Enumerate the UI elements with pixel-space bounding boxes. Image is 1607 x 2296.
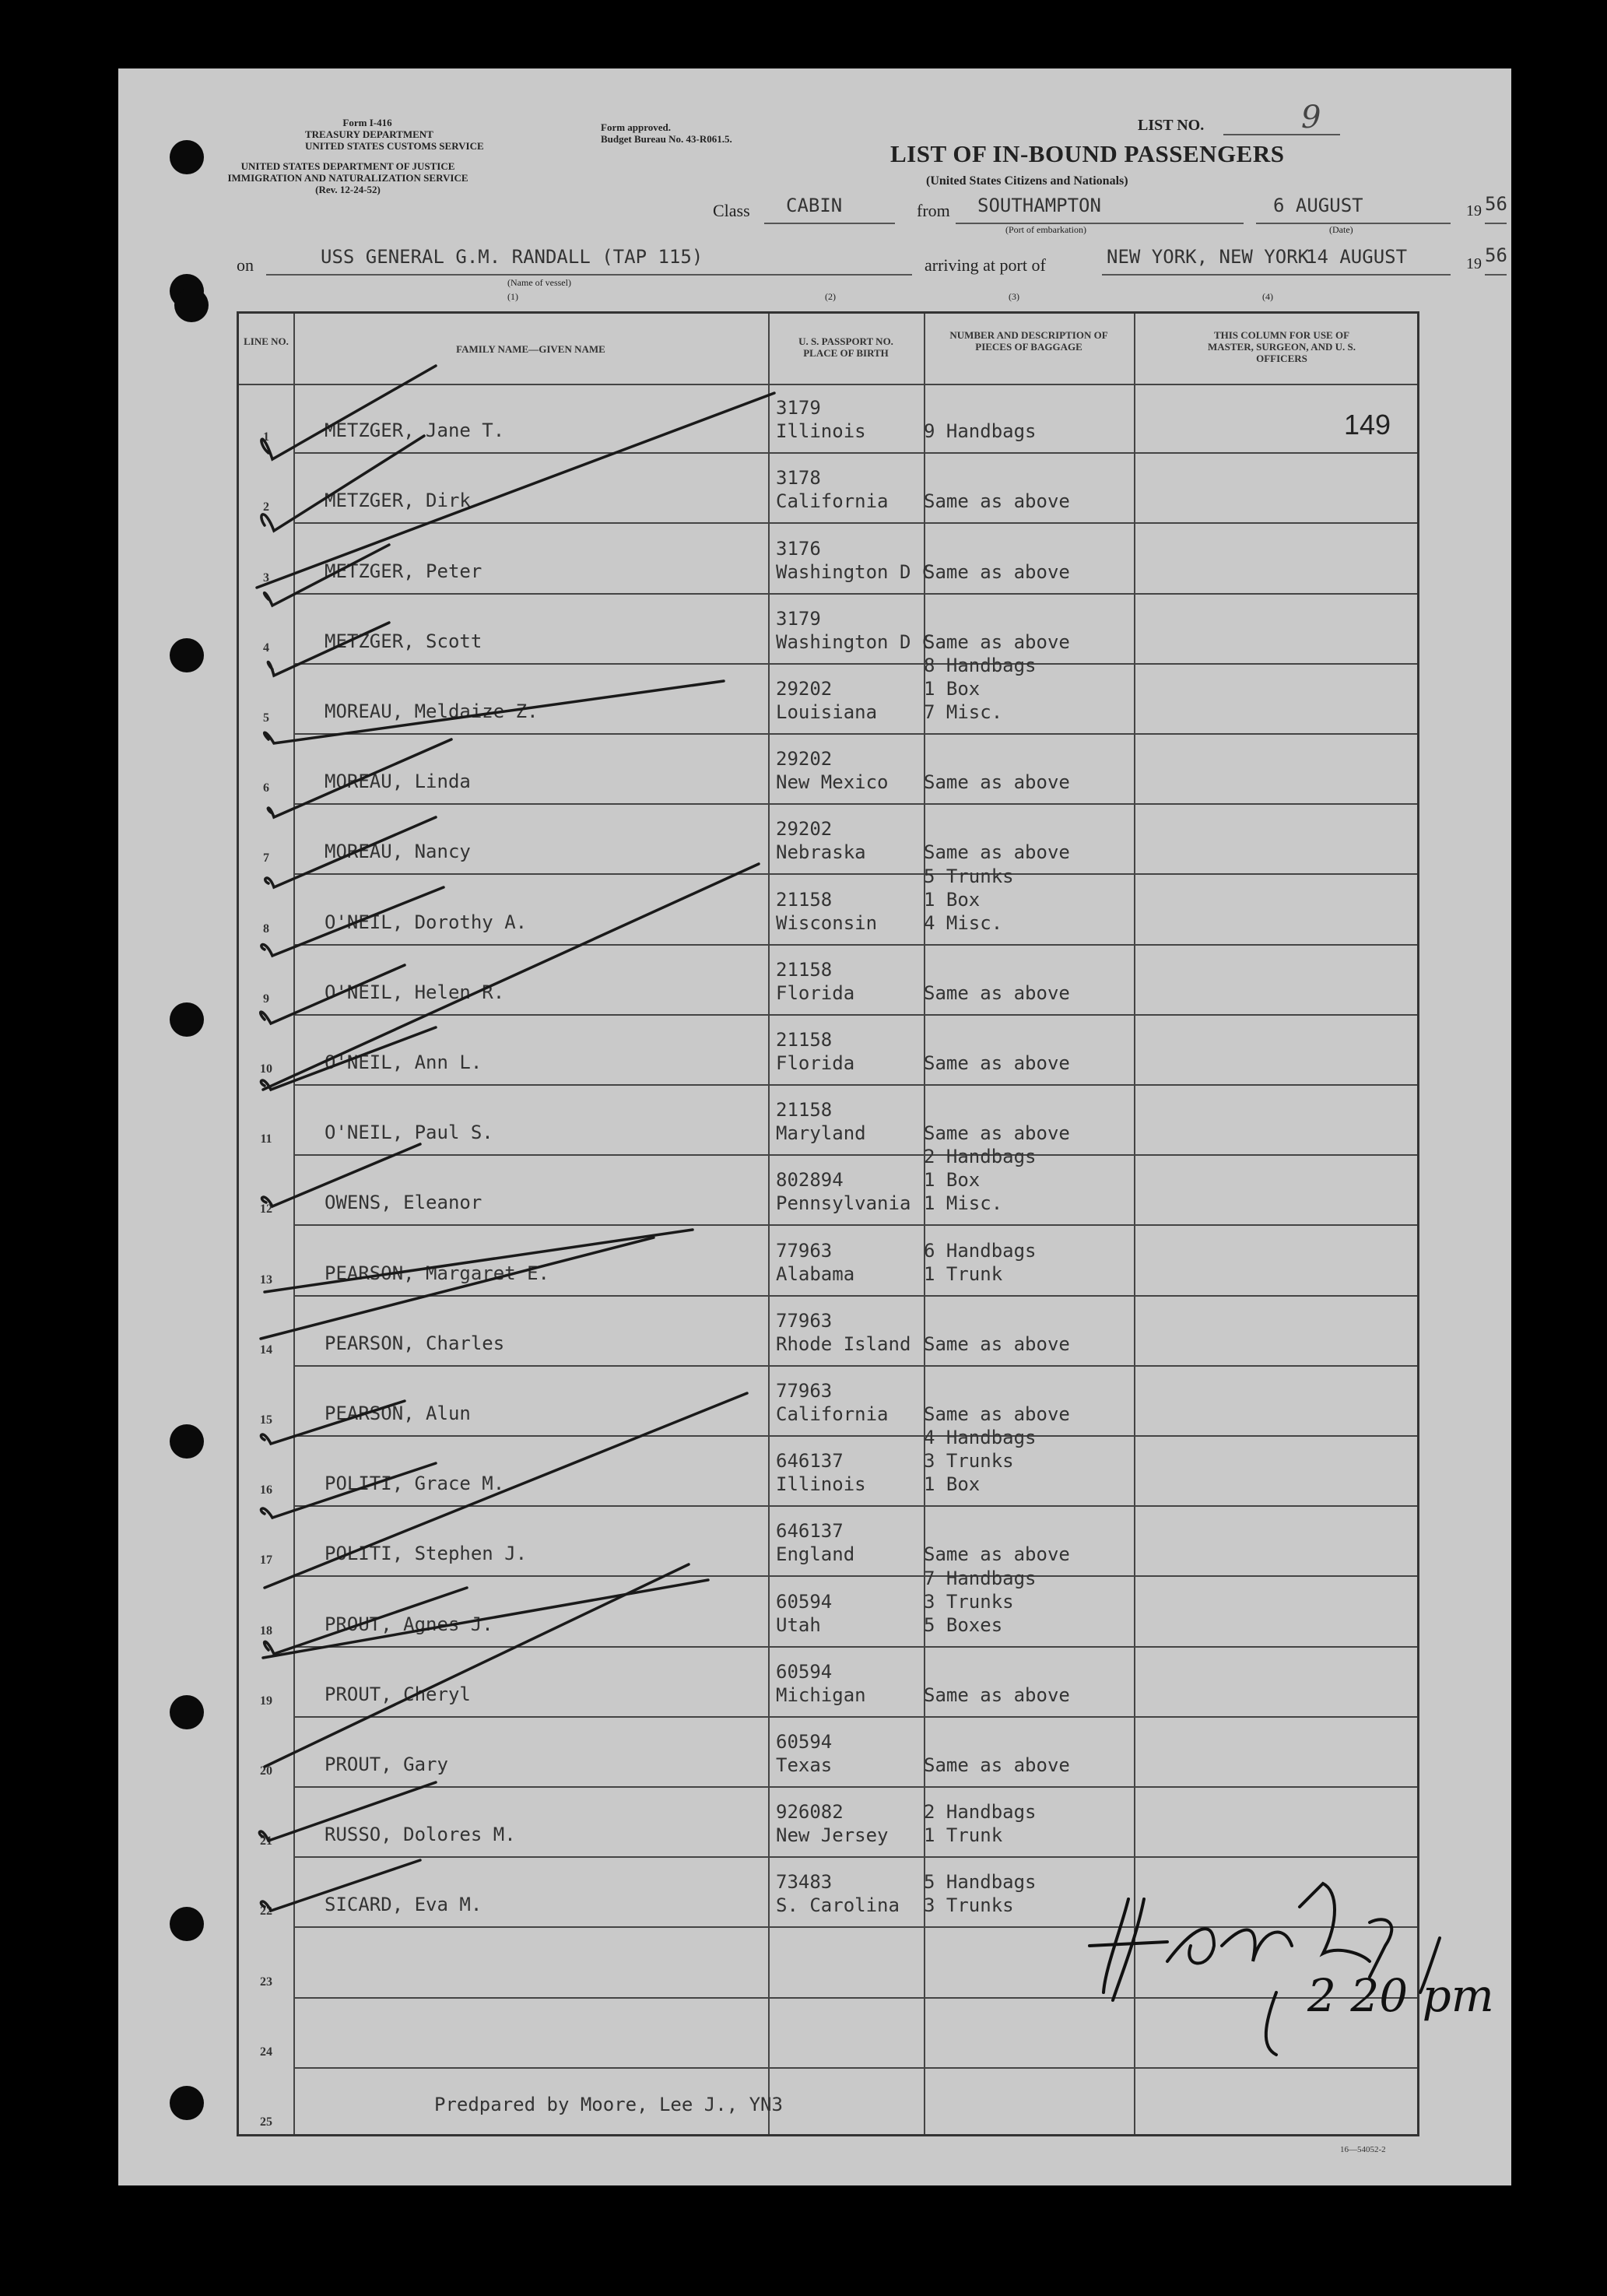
- passenger-name: O'NEIL, Paul S.: [325, 1122, 493, 1144]
- form-title: LIST OF IN-BOUND PASSENGERS: [890, 140, 1285, 167]
- passport-number: 60594: [776, 1590, 833, 1613]
- col-header-passport: U. S. PASSPORT NO. PLACE OF BIRTH: [798, 335, 893, 359]
- place-of-birth: Illinois: [776, 1473, 866, 1496]
- place-of-birth: Texas: [776, 1754, 833, 1776]
- passenger-name: O'NEIL, Helen R.: [325, 981, 505, 1003]
- date-value: 6 AUGUST: [1273, 195, 1363, 216]
- line-number: 13: [260, 1273, 272, 1287]
- from-value: SOUTHAMPTON: [977, 195, 1101, 216]
- year-prefix-2: 19: [1466, 255, 1482, 272]
- passport-number: 21158: [776, 958, 833, 981]
- line-number: 20: [260, 1764, 272, 1778]
- passenger-name: PROUT, Agnes J.: [325, 1613, 493, 1635]
- passenger-name: METZGER, Jane T.: [325, 420, 505, 442]
- baggage-item: Same as above: [924, 1683, 1070, 1706]
- place-of-birth: Michigan: [776, 1683, 866, 1706]
- passport-number: 73483: [776, 1871, 833, 1894]
- baggage-item: 5 Boxes: [924, 1613, 1003, 1636]
- check-mark: [268, 623, 389, 676]
- form-id: Form I-416: [342, 117, 392, 128]
- form-subtitle: (United States Citizens and Nationals): [926, 174, 1128, 188]
- passenger-name: METZGER, Peter: [325, 560, 482, 582]
- line-number: 5: [263, 711, 269, 725]
- passport-number: 802894: [776, 1169, 844, 1192]
- passport-number: 77963: [776, 1309, 833, 1332]
- passport-number: 60594: [776, 1660, 833, 1683]
- check-mark: [261, 1463, 436, 1518]
- passport-number: 3179: [776, 607, 821, 630]
- arrival-port: NEW YORK, NEW YORK: [1107, 246, 1310, 268]
- line-number: 2: [263, 500, 269, 514]
- check-mark: [261, 1860, 420, 1911]
- check-mark: [262, 1144, 420, 1206]
- date-caption: (Date): [1329, 224, 1353, 235]
- place-of-birth: Pennsylvania: [776, 1192, 911, 1215]
- baggage-item: Same as above: [924, 1122, 1070, 1145]
- baggage-item: 1 Box: [924, 888, 981, 911]
- signature: [1082, 1907, 1283, 1938]
- col-header-baggage: NUMBER AND DESCRIPTION OF PIECES OF BAGGAGE: [949, 329, 1108, 353]
- baggage-item: 7 Misc.: [924, 701, 1003, 723]
- line-number: 11: [260, 1132, 272, 1146]
- line-number: 24: [260, 2045, 272, 2059]
- check-mark: [263, 864, 759, 1090]
- place-of-birth: Illinois: [776, 420, 866, 443]
- baggage-item: 6 Handbags: [924, 1239, 1037, 1262]
- class-value: CABIN: [786, 195, 843, 216]
- line-number: 1: [263, 430, 269, 444]
- line-number: 8: [263, 922, 269, 936]
- place-of-birth: Rhode Island: [776, 1332, 911, 1355]
- passport-number: 60594: [776, 1730, 833, 1753]
- place-of-birth: New Mexico: [776, 771, 889, 794]
- passenger-name: MOREAU, Linda: [325, 771, 471, 793]
- passenger-name: PEARSON, Margaret E.: [325, 1262, 549, 1284]
- passenger-name: MOREAU, Meldaize Z.: [325, 700, 539, 722]
- check-mark: [265, 1588, 467, 1654]
- arriving-label: arriving at port of: [925, 255, 1046, 275]
- passenger-name: O'NEIL, Dorothy A.: [325, 911, 528, 933]
- baggage-item: Same as above: [924, 981, 1070, 1004]
- passenger-name: METZGER, Scott: [325, 630, 482, 652]
- check-mark: [263, 1580, 708, 1658]
- class-label: Class: [713, 201, 750, 220]
- check-mark: [261, 1401, 405, 1444]
- passport-number: 926082: [776, 1801, 844, 1824]
- check-mark: [265, 817, 436, 887]
- line-number: 12: [260, 1202, 272, 1216]
- line-number: 23: [260, 1975, 272, 1989]
- baggage-item: 9 Handbags: [924, 420, 1037, 443]
- passport-number: 21158: [776, 1099, 833, 1122]
- baggage-item: Same as above: [924, 490, 1070, 513]
- check-mark: [261, 1027, 436, 1090]
- dept1: TREASURY DEPARTMENT: [305, 128, 433, 140]
- place-of-birth: Wisconsin: [776, 911, 878, 934]
- passenger-name: MOREAU, Nancy: [325, 841, 471, 863]
- baggage-item: Same as above: [924, 1543, 1070, 1566]
- place-of-birth: Alabama: [776, 1262, 855, 1285]
- line-number: 19: [260, 1694, 272, 1708]
- baggage-item: 1 Box: [924, 1169, 981, 1192]
- baggage-item: 4 Misc.: [924, 911, 1003, 934]
- check-mark: [261, 887, 444, 956]
- check-mark: [259, 1782, 436, 1841]
- line-number: 21: [260, 1834, 272, 1848]
- place-of-birth: England: [776, 1543, 855, 1566]
- baggage-item: Same as above: [924, 560, 1070, 583]
- place-of-birth: Florida: [776, 1051, 855, 1074]
- passport-number: 21158: [776, 888, 833, 911]
- baggage-item: 1 Box: [924, 678, 981, 700]
- baggage-item: Same as above: [924, 1051, 1070, 1074]
- col-num-3: (3): [1009, 291, 1019, 302]
- place-of-birth: California: [776, 1403, 889, 1425]
- dept2: UNITED STATES DEPARTMENT OF JUSTICE: [240, 160, 455, 172]
- line-number: 14: [260, 1343, 272, 1357]
- place-of-birth: Washington D C: [776, 560, 934, 583]
- budget-number: Budget Bureau No. 43-R061.5.: [601, 133, 732, 145]
- line-number: 25: [260, 2115, 272, 2129]
- line-number: 3: [263, 570, 269, 585]
- baggage-item: Same as above: [924, 630, 1070, 653]
- passport-number: 29202: [776, 818, 833, 841]
- baggage-item: Same as above: [924, 1403, 1070, 1425]
- list-no-value: 9: [1301, 100, 1321, 135]
- passenger-name: OWENS, Eleanor: [325, 1192, 482, 1214]
- check-mark: [265, 1564, 689, 1767]
- baggage-item: 5 Handbags: [924, 1871, 1037, 1894]
- place-of-birth: New Jersey: [776, 1824, 889, 1847]
- passenger-name: PROUT, Gary: [325, 1753, 448, 1775]
- passenger-name: POLITI, Stephen J.: [325, 1543, 528, 1565]
- passenger-name: RUSSO, Dolores M.: [325, 1824, 516, 1846]
- baggage-item: 1 Misc.: [924, 1192, 1003, 1215]
- passenger-name: O'NEIL, Ann L.: [325, 1051, 482, 1073]
- passport-number: 29202: [776, 677, 833, 700]
- line-number: 17: [260, 1553, 272, 1568]
- form-approved: Form approved.: [601, 121, 672, 133]
- line-number: 4: [263, 641, 269, 655]
- line-number: 22: [260, 1905, 272, 1919]
- passenger-name: PROUT, Cheryl: [325, 1683, 471, 1705]
- on-label: on: [237, 255, 254, 275]
- place-of-birth: Utah: [776, 1613, 821, 1636]
- footer-code: 16—54052-2: [1340, 2145, 1386, 2154]
- passport-number: 77963: [776, 1239, 833, 1262]
- baggage-item: 1 Box: [924, 1473, 981, 1496]
- check-mark: [268, 739, 451, 817]
- baggage-item: Same as above: [924, 841, 1070, 864]
- col-header-name: FAMILY NAME—GIVEN NAME: [456, 343, 605, 355]
- baggage-item: 8 Handbags: [924, 655, 1037, 676]
- line-number: 10: [260, 1062, 272, 1076]
- baggage-item: 3 Trunks: [924, 1450, 1014, 1473]
- vessel-caption: (Name of vessel): [507, 277, 571, 288]
- passport-number: 3178: [776, 467, 821, 490]
- port-caption: (Port of embarkation): [1005, 224, 1086, 235]
- col-num-2: (2): [825, 291, 836, 302]
- baggage-item: Same as above: [924, 771, 1070, 794]
- baggage-item: Same as above: [924, 1754, 1070, 1776]
- place-of-birth: Maryland: [776, 1122, 866, 1145]
- baggage-item: 2 Handbags: [924, 1146, 1037, 1168]
- check-mark: [261, 965, 405, 1023]
- passenger-name: PEARSON, Alun: [325, 1402, 471, 1424]
- check-mark: [261, 1238, 654, 1339]
- passport-number: 29202: [776, 748, 833, 771]
- passport-number: 77963: [776, 1379, 833, 1402]
- place-of-birth: Louisiana: [776, 700, 878, 723]
- line-number: 18: [260, 1624, 272, 1638]
- baggage-item: 3 Trunks: [924, 1894, 1014, 1917]
- dept2-sub: IMMIGRATION AND NATURALIZATION SERVICE: [227, 172, 468, 184]
- passport-number: 21158: [776, 1028, 833, 1051]
- col-num-1: (1): [507, 291, 518, 302]
- passenger-name: PEARSON, Charles: [325, 1332, 505, 1354]
- col-header-officers: THIS COLUMN FOR USE OF MASTER, SURGEON, AND U. S. OFFICERS: [1208, 329, 1356, 364]
- baggage-item: 3 Trunks: [924, 1590, 1014, 1613]
- baggage-item: 1 Trunk: [924, 1824, 1003, 1847]
- place-of-birth: Florida: [776, 981, 855, 1004]
- place-of-birth: S. Carolina: [776, 1894, 900, 1917]
- place-of-birth: Nebraska: [776, 841, 866, 864]
- officer-note: 149: [1344, 409, 1391, 441]
- check-mark: [265, 545, 389, 606]
- baggage-item: 1 Trunk: [924, 1262, 1003, 1285]
- line-number: 16: [260, 1483, 272, 1497]
- list-no-label: LIST NO.: [1138, 117, 1205, 134]
- year-value-2: 56: [1485, 244, 1507, 266]
- place-of-birth: Washington D C: [776, 630, 934, 653]
- vessel-name: USS GENERAL G.M. RANDALL (TAP 115): [321, 246, 704, 268]
- prepared-by: Predpared by Moore, Lee J., YN3: [434, 2094, 783, 2115]
- line-number: 15: [260, 1413, 272, 1427]
- baggage-item: 5 Trunks: [924, 865, 1014, 887]
- passport-number: 3176: [776, 537, 821, 560]
- line-number: 6: [263, 781, 269, 795]
- signature-time: 2 20 pm: [1307, 1969, 1494, 2022]
- from-label: from: [917, 201, 950, 220]
- passenger-name: METZGER, Dirk: [325, 490, 471, 512]
- passenger-name: SICARD, Eva M.: [325, 1894, 482, 1916]
- rev: (Rev. 12-24-52): [315, 184, 381, 195]
- year-prefix-1: 19: [1466, 202, 1482, 219]
- baggage-item: 2 Handbags: [924, 1801, 1037, 1824]
- check-mark: [265, 681, 724, 743]
- passport-number: 3179: [776, 397, 821, 420]
- arrival-date: 14 AUGUST: [1306, 246, 1408, 268]
- line-number: 7: [263, 851, 269, 865]
- place-of-birth: California: [776, 490, 889, 513]
- passenger-name: POLITI, Grace M.: [325, 1473, 505, 1495]
- year-value-1: 56: [1485, 193, 1507, 215]
- line-number: 9: [263, 992, 269, 1006]
- dept1-sub: UNITED STATES CUSTOMS SERVICE: [305, 140, 484, 152]
- passport-number: 646137: [776, 1450, 844, 1473]
- baggage-item: Same as above: [924, 1332, 1070, 1355]
- passport-number: 646137: [776, 1520, 844, 1543]
- col-header-line: LINE NO.: [244, 335, 289, 347]
- baggage-item: 7 Handbags: [924, 1567, 1037, 1589]
- baggage-item: 4 Handbags: [924, 1427, 1037, 1449]
- col-num-4: (4): [1262, 291, 1273, 302]
